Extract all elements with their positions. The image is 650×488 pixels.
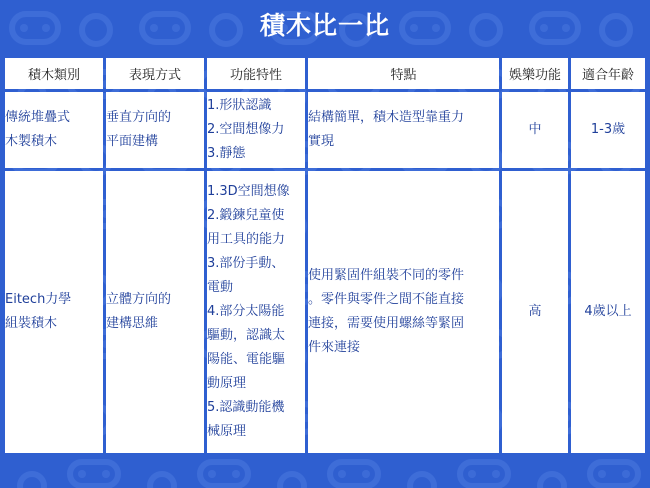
cell-text: 傳統堆疊式 xyxy=(5,110,71,125)
table-row xyxy=(5,171,645,453)
cell-text: 3.靜態 xyxy=(207,146,246,161)
cell-text: 件來連接 xyxy=(308,340,361,355)
comparison-table xyxy=(2,55,648,456)
cell-text: 木製積木 xyxy=(5,134,58,149)
header-row xyxy=(5,58,645,89)
cell-text: 2.鍛鍊兒童使 xyxy=(207,208,285,223)
cell-age: 4歲以上 xyxy=(571,171,645,453)
header-expression: 表現方式 xyxy=(106,58,204,89)
cell-expression xyxy=(106,171,204,453)
header-fun: 娛樂功能 xyxy=(502,58,568,89)
page-title: 積木比一比 xyxy=(259,11,390,40)
cell-text: 用工具的能力 xyxy=(207,232,286,247)
cell-features xyxy=(207,92,305,168)
cell-text: 組裝積木 xyxy=(5,316,58,331)
cell-text: 4.部分太陽能 xyxy=(207,304,285,319)
cell-fun: 高 xyxy=(502,171,568,453)
cell-text: 5.認識動能機 xyxy=(207,400,285,415)
cell-text: 2.空間想像力 xyxy=(207,122,285,137)
cell-text: 電動 xyxy=(207,280,234,295)
header-category: 積木類別 xyxy=(5,58,103,89)
cell-text: 3.部份手動、 xyxy=(207,256,285,271)
cell-text: 驅動，認識太 xyxy=(207,328,286,343)
cell-category xyxy=(5,171,103,453)
header-traits: 特點 xyxy=(308,58,499,89)
cell-text: 陽能、電能驅 xyxy=(207,352,286,367)
cell-features xyxy=(207,171,305,453)
cell-age: 1-3歲 xyxy=(571,92,645,168)
cell-text: 動原理 xyxy=(207,376,247,391)
cell-text: 建構思維 xyxy=(106,316,159,331)
cell-text: 結構簡單，積木造型靠重力 xyxy=(308,110,465,125)
cell-traits xyxy=(308,92,499,168)
cell-traits xyxy=(308,171,499,453)
cell-text: 1.3D空間想像 xyxy=(207,184,290,199)
cell-text: 實現 xyxy=(308,134,335,149)
cell-category xyxy=(5,92,103,168)
cell-fun: 中 xyxy=(502,92,568,168)
header-age: 適合年齡 xyxy=(571,58,645,89)
cell-text: 。零件與零件之間不能直接 xyxy=(308,292,465,307)
cell-text: 垂直方向的 xyxy=(106,110,172,125)
cell-expression xyxy=(106,92,204,168)
table-row xyxy=(5,92,645,168)
cell-text: 立體方向的 xyxy=(106,292,172,307)
header-features: 功能特性 xyxy=(207,58,305,89)
cell-text: Eitech力學 xyxy=(5,292,72,307)
cell-text: 連接，需要使用螺絲等緊固 xyxy=(308,316,465,331)
cell-text: 械原理 xyxy=(207,424,247,439)
cell-text: 平面建構 xyxy=(106,134,159,149)
cell-text: 1.形狀認識 xyxy=(207,98,272,113)
cell-text: 使用緊固件組裝不同的零件 xyxy=(308,268,465,283)
